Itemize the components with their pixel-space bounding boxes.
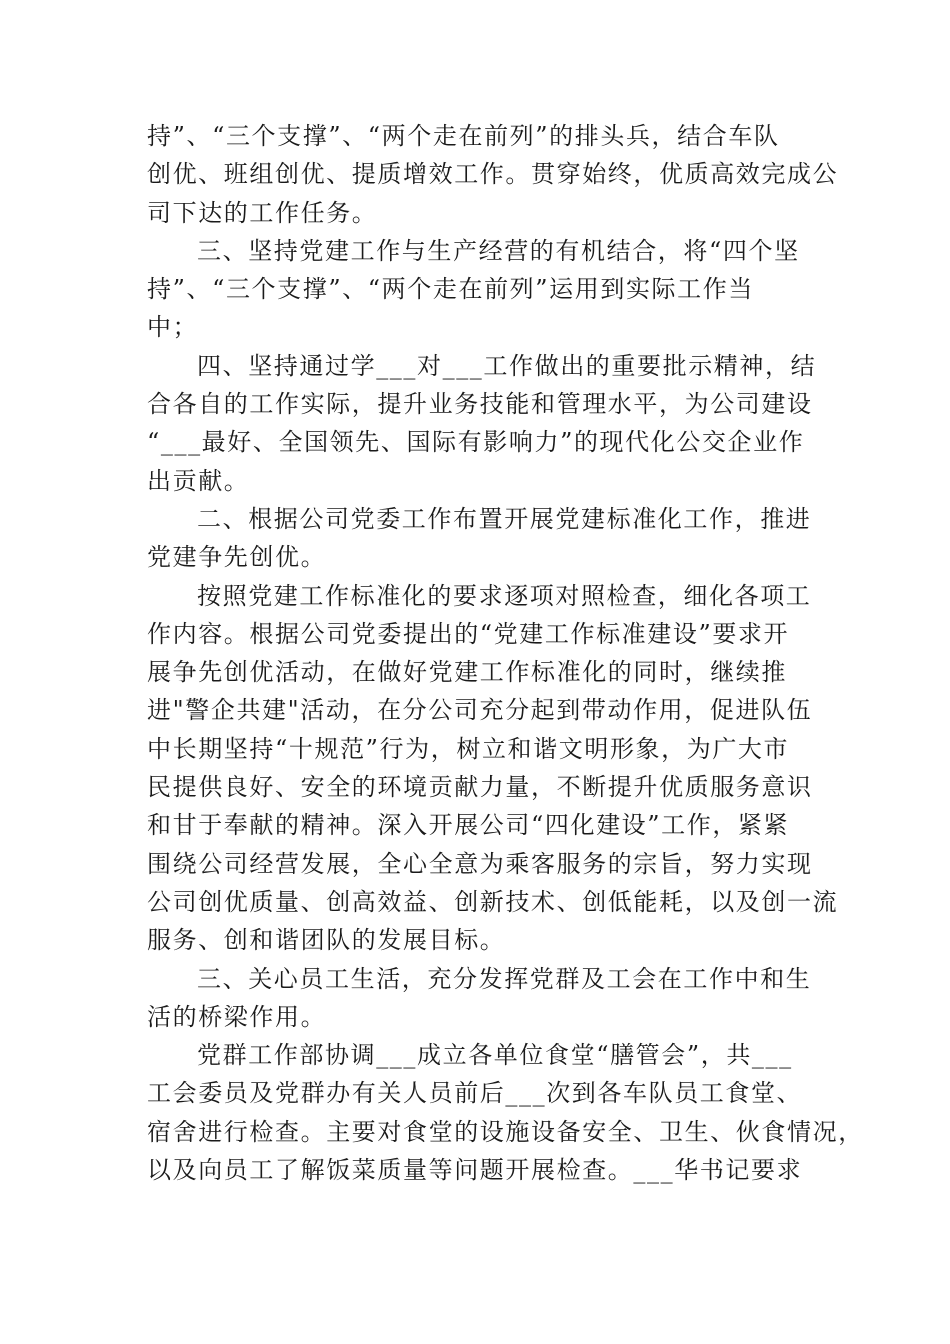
text-line: 公司创优质量、创高效益、创新技术、创低能耗，以及创一流: [147, 887, 839, 916]
paragraph-start: 按照党建工作标准化的要求逐项对照检查，细化各项工: [197, 581, 812, 610]
text-line: 和甘于奉献的精神。深入开展公司“四化建设”工作，紧紧: [147, 811, 790, 840]
text-line: 出贡献。: [147, 466, 250, 495]
text-line: 司下达的工作任务。: [147, 198, 378, 227]
document-body: [147, 117, 864, 1189]
text-line: 创优、班组创优、提质增效工作。贯穿始终，优质高效完成公: [147, 160, 839, 189]
paragraph-start: 党群工作部协调___成立各单位食堂“膳管会”，共___: [197, 1041, 793, 1070]
paragraph-heading-3: 三、坚持党建工作与生产经营的有机结合，将“四个坚: [197, 236, 800, 265]
text-line: 中；: [147, 313, 199, 342]
text-line: 进"警企共建"活动，在分公司充分起到带动作用，促进队伍: [147, 696, 813, 725]
text-line: 中长期坚持“十规范”行为，树立和谐文明形象，为广大市: [147, 734, 790, 763]
text-line: “___最好、全国领先、国际有影响力”的现代化公交企业作: [147, 428, 805, 457]
text-line: 宿舍进行检查。主要对食堂的设施设备安全、卫生、伙食情况，: [147, 1117, 864, 1146]
text-line: 合各自的工作实际，提升业务技能和管理水平，为公司建设: [147, 390, 813, 419]
text-line: 持”、“三个支撑”、“两个走在前列”运用到实际工作当: [147, 275, 754, 304]
text-line: 作内容。根据公司党委提出的“党建工作标准建设”要求开: [147, 619, 790, 648]
paragraph-heading-4: 四、坚持通过学___对___工作做出的重要批示精神，结: [197, 351, 817, 380]
text-line: 服务、创和谐团队的发展目标。: [147, 926, 506, 955]
text-line: 党建争先创优。: [147, 543, 327, 572]
section-heading-2: 二、根据公司党委工作布置开展党建标准化工作，推进: [197, 504, 812, 533]
text-line: 持”、“三个支撑”、“两个走在前列”的排头兵，结合车队: [147, 122, 780, 150]
text-line: 工会委员及党群办有关人员前后___次到各车队员工食堂、: [147, 1079, 803, 1108]
text-line: 活的桥梁作用。: [147, 1002, 327, 1031]
text-line: 展争先创优活动，在做好党建工作标准化的同时，继续推: [147, 658, 787, 687]
text-line: 以及向员工了解饭菜质量等问题开展检查。___华书记要求: [147, 1156, 803, 1185]
text-line: 围绕公司经营发展，全心全意为乘客服务的宗旨，努力实现: [147, 849, 813, 878]
text-line: 民提供良好、安全的环境贡献力量，不断提升优质服务意识: [147, 773, 813, 802]
section-heading-3: 三、关心员工生活，充分发挥党群及工会在工作中和生: [197, 964, 812, 993]
